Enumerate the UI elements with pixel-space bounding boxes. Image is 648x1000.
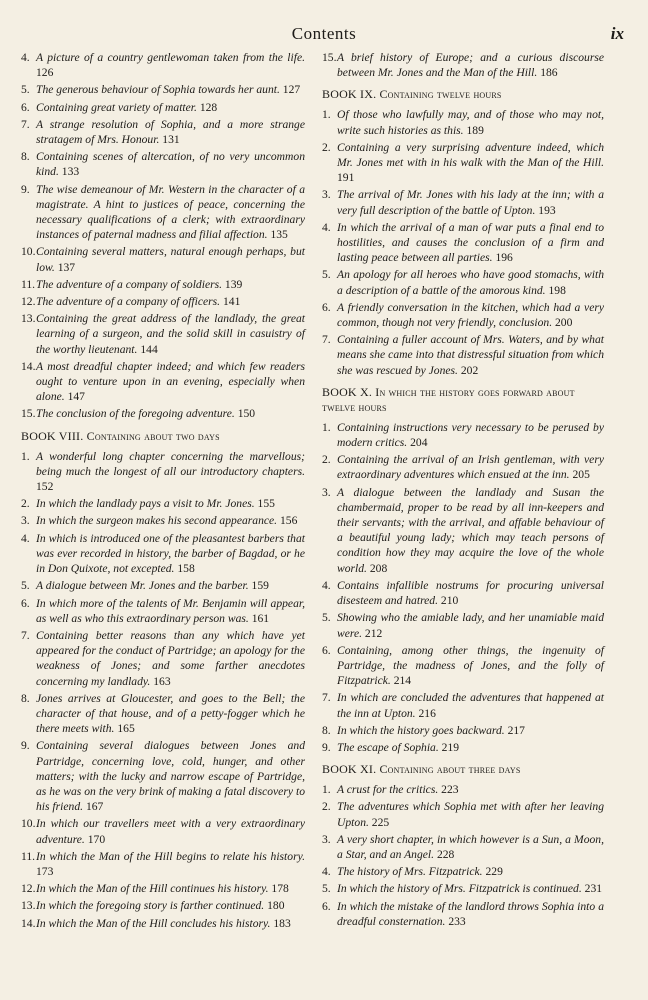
chapter-number: 6. <box>322 899 331 913</box>
toc-entry <box>322 782 604 797</box>
chapter-title: In which the history of Mrs. Fitzpatrick is continued. <box>337 882 582 896</box>
chapter-page: 127 <box>282 83 301 97</box>
chapter-title: In which are concluded the adventures that happened at the inn at Upton. <box>337 691 604 720</box>
chapter-page: 170 <box>87 832 106 846</box>
chapter-title: A most dreadful chapter indeed; and which few readers ought to venture upon in an evening, especially when alone. <box>36 359 305 404</box>
chapter-page: 217 <box>507 723 525 737</box>
toc-entry <box>21 513 305 528</box>
toc-entry <box>322 452 604 482</box>
book-subtitle: Containing about two days <box>86 428 220 443</box>
chapter-page: 214 <box>393 674 412 688</box>
chapter-page: 196 <box>495 251 513 265</box>
chapter-number: 7. <box>322 333 331 347</box>
toc-entry <box>322 899 604 929</box>
chapter-page: 189 <box>466 123 484 137</box>
toc-entry <box>21 311 305 357</box>
chapter-page: 233 <box>448 914 466 928</box>
chapter-page: 147 <box>67 390 85 404</box>
chapter-page: 200 <box>555 316 573 330</box>
toc-entry <box>21 596 305 626</box>
chapter-number: 9. <box>21 739 30 753</box>
chapter-number: 14. <box>21 916 36 930</box>
chapter-title: Containing instructions very necessary to be perused by modern critics. <box>337 420 604 450</box>
chapter-number: 7. <box>21 117 30 131</box>
chapter-title: A dialogue between Mr. Jones and the barber. <box>36 579 249 593</box>
chapter-number: 5. <box>322 882 331 896</box>
chapter-number: 4. <box>322 865 331 879</box>
chapter-title: In which more of the talents of Mr. Benjamin will appear, as well as who this extraordinary person was. <box>36 596 305 625</box>
toc-entry <box>21 691 305 737</box>
toc-entry <box>21 916 305 931</box>
chapter-number: 3. <box>322 832 331 846</box>
book-heading <box>21 429 305 444</box>
chapter-title: In which the mistake of the landlord throws Sophia into a dreadful consternation. <box>337 899 604 928</box>
toc-entry <box>322 643 604 689</box>
chapter-title: The adventure of a company of soldiers. <box>36 277 223 291</box>
chapter-number: 6. <box>322 300 331 314</box>
toc-entry <box>21 82 305 97</box>
chapter-page: 225 <box>371 815 390 829</box>
chapter-page: 163 <box>153 674 171 688</box>
chapter-title: A brief history of Europe; and a curious discourse between Mr. Jones and the Man of the Hill. <box>337 51 604 80</box>
toc-entry <box>322 187 604 217</box>
entry-list <box>21 50 305 422</box>
chapter-page: 183 <box>273 916 291 930</box>
toc-entry <box>21 816 305 846</box>
chapter-number: 11. <box>21 277 36 291</box>
chapter-page: 210 <box>440 594 459 608</box>
chapter-page: 229 <box>485 865 503 879</box>
toc-entry <box>21 406 305 421</box>
chapter-title: A picture of a country gentlewoman taken from the life. <box>36 51 305 64</box>
chapter-number: 10. <box>21 817 36 831</box>
chapter-page: 158 <box>177 562 195 576</box>
chapter-title: In which our travellers meet with a very extraordinary adventure. <box>36 817 305 846</box>
toc-entry <box>21 881 305 896</box>
toc-entry <box>21 244 305 274</box>
chapter-number: 4. <box>322 578 331 592</box>
chapter-page: 173 <box>36 864 54 878</box>
chapter-number: 9. <box>21 182 30 196</box>
chapter-title: In which is introduced one of the pleasantest barbers that was ever recorded in history, the barber of Bagdad, or he in Don Quixote, not excepted. <box>36 531 305 576</box>
toc-entry <box>322 140 604 186</box>
chapter-number: 5. <box>322 611 331 625</box>
chapter-page: 128 <box>199 100 218 114</box>
chapter-number: 5. <box>322 268 331 282</box>
chapter-title: Containing a fuller account of Mrs. Waters, and by what means she came into that distressful situation from which she was rescued by Jones. <box>337 333 604 377</box>
chapter-number: 1. <box>322 420 331 434</box>
toc-entry <box>322 267 604 297</box>
chapter-page: 208 <box>369 561 388 575</box>
toc-entry <box>322 485 604 576</box>
toc-entry <box>322 50 604 80</box>
toc-entry <box>21 149 305 179</box>
toc-entry <box>21 117 305 147</box>
chapter-page: 167 <box>85 800 104 814</box>
chapter-title: Containing the great address of the landlady, the great learning of a surgeon, and the solid skill in casuistry of the worthy lieutenant. <box>36 312 305 356</box>
chapter-title: An apology for all heroes who have good stomachs, with a description of a battle of the amorous kind. <box>337 268 604 297</box>
book-heading <box>322 385 604 415</box>
chapter-title: A crust for the critics. <box>337 783 439 797</box>
chapter-number: 4. <box>322 220 331 234</box>
chapter-title: In which the foregoing story is farther continued. <box>36 899 265 913</box>
toc-entry <box>322 332 604 378</box>
chapter-title: A friendly conversation in the kitchen, which had a very common, though not very friendly, conclusion. <box>337 300 604 330</box>
toc-entry <box>21 531 305 577</box>
entry-list <box>322 50 604 80</box>
chapter-title: The generous behaviour of Sophia towards her aunt. <box>36 83 280 97</box>
chapter-number: 13. <box>21 899 36 913</box>
toc-entry <box>322 610 604 640</box>
chapter-number: 8. <box>322 723 331 737</box>
chapter-number: 5. <box>21 83 30 97</box>
chapter-title: In which the Man of the Hill begins to relate his history. <box>36 849 305 863</box>
entry-list <box>322 782 604 929</box>
chapter-title: In which the history goes backward. <box>337 723 505 737</box>
page-number: ix <box>610 24 624 43</box>
chapter-page: 228 <box>436 847 455 861</box>
chapter-number: 6. <box>322 643 331 657</box>
book-heading <box>322 762 604 777</box>
toc-entry <box>322 578 604 608</box>
toc-entry <box>21 50 305 80</box>
book-subtitle: Containing about three days <box>379 762 521 777</box>
toc-entry <box>322 690 604 720</box>
chapter-number: 12. <box>21 295 36 309</box>
chapter-number: 6. <box>21 100 30 114</box>
toc-entry <box>322 107 604 137</box>
left-column <box>21 50 305 933</box>
chapter-title: In which the Man of the Hill concludes his history. <box>36 916 271 930</box>
chapter-page: 144 <box>140 342 158 356</box>
chapter-page: 202 <box>460 363 479 377</box>
chapter-page: 133 <box>61 165 80 179</box>
toc-entry <box>322 723 604 738</box>
toc-entry <box>322 740 604 755</box>
chapter-title: In which the surgeon makes his second appearance. <box>36 514 278 528</box>
chapter-page: 212 <box>364 626 383 640</box>
chapter-title: Containing better reasons than any which have yet appeared for the conduct of Partridge; an apology for the weakness of Jones; and some farther anecdotes concerning my landlady. <box>36 628 305 688</box>
toc-entry <box>322 864 604 879</box>
chapter-number: 3. <box>322 485 331 499</box>
toc-entry <box>322 881 604 896</box>
chapter-page: 198 <box>548 283 566 297</box>
book-label: BOOK XI. <box>322 762 377 777</box>
chapter-page: 156 <box>279 514 298 528</box>
chapter-number: 12. <box>21 882 36 896</box>
book-subtitle: Containing twelve hours <box>379 87 502 102</box>
chapter-number: 13. <box>21 312 36 326</box>
chapter-title: Containing scenes of altercation, of no very uncommon kind. <box>36 150 305 179</box>
toc-entry <box>322 799 604 829</box>
chapter-page: 161 <box>251 611 270 625</box>
book-label: BOOK VIII. <box>21 428 84 443</box>
chapter-title: The history of Mrs. Fitzpatrick. <box>337 865 483 879</box>
chapter-number: 7. <box>322 691 331 705</box>
chapter-page: 135 <box>270 228 288 242</box>
chapter-title: Containing, among other things, the ingenuity of Partridge, the madness of Jones, and the folly of Fitzpatrick. <box>337 643 604 688</box>
toc-entry <box>21 898 305 913</box>
toc-entry <box>322 420 604 450</box>
chapter-number: 9. <box>322 740 331 754</box>
chapter-title: Containing a very surprising adventure indeed, which Mr. Jones met with in his walk with the Man of the Hill. <box>337 140 604 170</box>
book-label: BOOK IX. <box>322 87 377 102</box>
toc-entry <box>21 100 305 115</box>
chapter-title: A wonderful long chapter concerning the marvellous; being much the longest of all our introductory chapters. <box>36 449 305 478</box>
chapter-page: 131 <box>162 133 180 147</box>
chapter-title: In which the landlady pays a visit to Mr. Jones. <box>36 497 255 511</box>
chapter-number: 8. <box>21 150 30 164</box>
chapter-page: 180 <box>267 899 285 913</box>
chapter-page: 150 <box>237 407 256 421</box>
chapter-page: 139 <box>224 277 243 291</box>
chapter-page: 205 <box>572 468 590 482</box>
toc-entry <box>21 294 305 309</box>
chapter-number: 2. <box>322 800 331 814</box>
chapter-page: 178 <box>271 882 289 896</box>
chapter-title: Contains infallible nostrums for procuring universal disesteem and hatred. <box>337 578 604 608</box>
chapter-title: In which the Man of the Hill continues his history. <box>36 882 269 896</box>
chapter-number: 8. <box>21 691 30 705</box>
toc-entry <box>21 496 305 511</box>
book-label: BOOK X. <box>322 384 373 399</box>
chapter-page: 193 <box>538 203 556 217</box>
chapter-title: The arrival of Mr. Jones with his lady at the inn; with a very full description of the battle of Upton. <box>337 188 604 217</box>
toc-entry <box>21 449 305 495</box>
toc-entry <box>322 300 604 330</box>
chapter-number: 1. <box>21 449 30 463</box>
toc-entry <box>322 220 604 266</box>
chapter-page: 219 <box>441 740 460 754</box>
chapter-page: 137 <box>57 260 76 274</box>
toc-entry <box>21 578 305 593</box>
chapter-page: 152 <box>36 480 54 494</box>
toc-entry <box>21 277 305 292</box>
chapter-title: A dialogue between the landlady and Susan the chambermaid, proper to be read by all inn-keepers and their servants; with the arrival, and affable behaviour of a beautiful young lady; which may teach persons of condition how they may acquire the love of the whole world. <box>337 485 604 575</box>
chapter-page: 159 <box>251 579 269 593</box>
chapter-title: Containing several dialogues between Jones and Partridge, concerning love, cold, hunger, and other matters; with the lucky and narrow escape of Partridge, as he was on the very brink of making a fatal discovery to his friend. <box>36 739 305 814</box>
chapter-title: The conclusion of the foregoing adventure. <box>36 407 235 421</box>
chapter-number: 11. <box>21 849 36 863</box>
toc-entry <box>21 359 305 405</box>
toc-entry <box>21 738 305 814</box>
chapter-title: A very short chapter, in which however is a Sun, a Moon, a Star, and an Angel. <box>337 832 604 861</box>
chapter-number: 14. <box>21 359 36 373</box>
chapter-title: The adventures which Sophia met with after her leaving Upton. <box>337 800 604 829</box>
chapter-page: 165 <box>117 722 135 736</box>
chapter-number: 15. <box>322 51 337 64</box>
chapter-title: Showing who the amiable lady, and her unamiable maid were. <box>337 611 604 640</box>
chapter-number: 6. <box>21 596 30 610</box>
chapter-number: 2. <box>322 140 331 154</box>
chapter-title: A strange resolution of Sophia, and a more strange stratagem of Mrs. Honour. <box>36 117 305 147</box>
chapter-title: Containing the arrival of an Irish gentleman, with very extraordinary adventures which ensued at the inn. <box>337 453 604 482</box>
chapter-page: 191 <box>337 171 355 185</box>
chapter-title: Of those who lawfully may, and of those who may not, write such histories as this. <box>337 108 604 137</box>
chapter-number: 2. <box>21 497 30 511</box>
entry-list <box>322 107 604 377</box>
entry-list <box>21 449 305 931</box>
chapter-title: The wise demeanour of Mr. Western in the character of a magistrate. A hint to justices of peace, concerning the necessary qualifications of a clerk; with extraordinary instances of paternal madness and filial affection. <box>36 182 305 242</box>
chapter-title: Containing great variety of matter. <box>36 100 197 114</box>
chapter-page: 186 <box>540 66 558 80</box>
chapter-page: 141 <box>222 295 241 309</box>
entry-list <box>322 420 604 755</box>
chapter-number: 3. <box>21 514 30 528</box>
chapter-page: 223 <box>441 783 459 797</box>
chapter-title: Containing several matters, natural enough perhaps, but low. <box>36 245 305 274</box>
chapter-page: 231 <box>584 882 603 896</box>
toc-entry <box>21 849 305 879</box>
book-heading <box>322 87 604 102</box>
chapter-number: 1. <box>322 108 331 122</box>
chapter-number: 7. <box>21 628 30 642</box>
chapter-page: 216 <box>418 706 436 720</box>
chapter-title: Jones arrives at Gloucester, and goes to the Bell; the character of that house, and of a petty-fogger which he there meets with. <box>36 691 305 736</box>
book-subtitle: In which the history goes forward about twelve hours <box>322 384 575 414</box>
chapter-number: 1. <box>322 783 331 797</box>
chapter-page: 126 <box>36 66 54 80</box>
chapter-title: In which the arrival of a man of war puts a final end to hostilities, and causes the conclusion of a firm and lasting peace between all parties. <box>337 220 604 265</box>
chapter-page: 155 <box>257 497 275 511</box>
chapter-number: 3. <box>322 188 331 202</box>
toc-entry <box>21 182 305 243</box>
chapter-title: The escape of Sophia. <box>337 740 439 754</box>
toc-entry <box>21 628 305 689</box>
toc-entry <box>322 832 604 862</box>
chapter-page: 204 <box>410 436 428 450</box>
chapter-number: 10. <box>21 245 36 259</box>
right-column <box>322 50 604 931</box>
chapter-number: 5. <box>21 579 30 593</box>
page-title: Contents <box>291 24 357 43</box>
chapter-number: 4. <box>21 51 30 64</box>
chapter-number: 15. <box>21 407 36 421</box>
chapter-number: 4. <box>21 531 30 545</box>
chapter-title: The adventure of a company of officers. <box>36 295 221 309</box>
chapter-number: 2. <box>322 453 331 467</box>
